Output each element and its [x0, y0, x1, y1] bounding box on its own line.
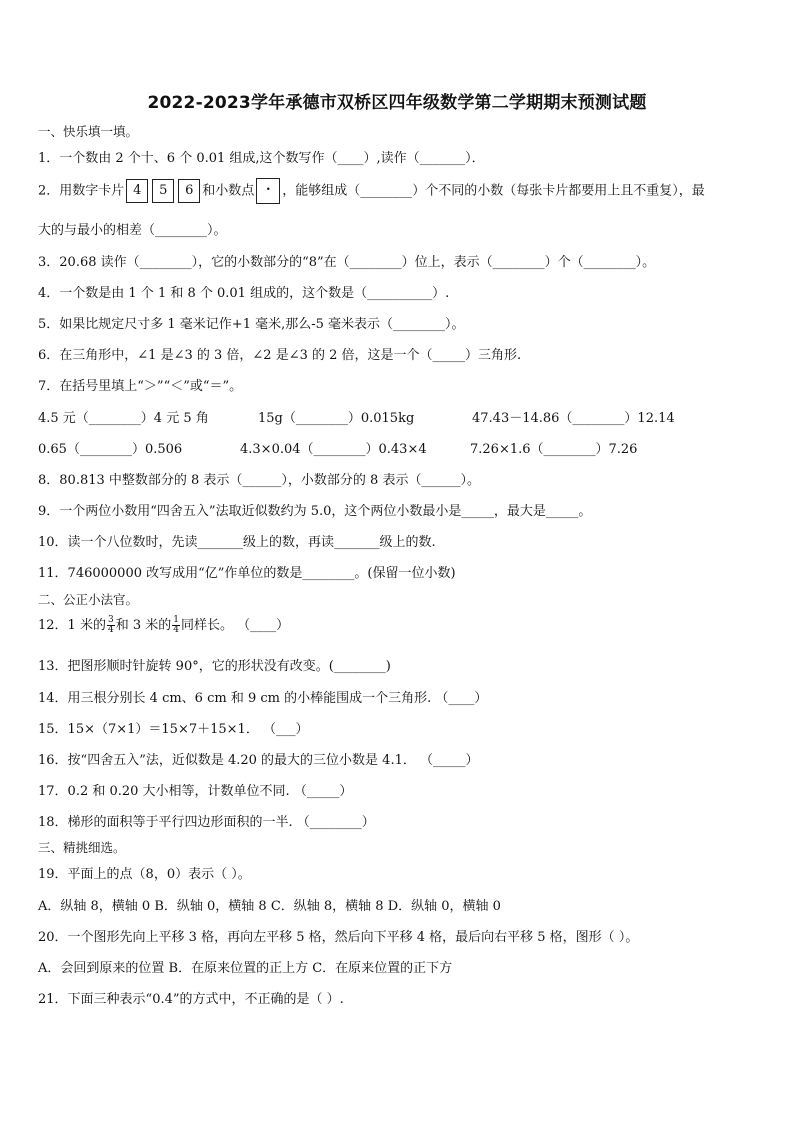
section-heading-judge: 二、公正小法官。 — [38, 592, 139, 607]
question-12-middle: 和 3 米的 — [115, 618, 172, 633]
digit-card-4: 4 — [126, 179, 148, 203]
question-12-prefix: 12．1 米的 — [38, 618, 106, 633]
digit-card-6: 6 — [178, 179, 200, 203]
q7-item-3: 47.43－14.86（________）12.14 — [472, 411, 675, 426]
question-2-prefix: 2．用数字卡片 — [38, 183, 125, 199]
fraction-denominator: 4 — [107, 625, 114, 635]
fraction-denominator: 4 — [173, 625, 179, 635]
question-11: 11．746000000 改写成用“亿”作单位的数是________。(保留一位小数) — [38, 566, 456, 581]
question-12 — [38, 614, 289, 635]
question-17: 17．0.2 和 0.20 大小相等，计数单位不同. （_____） — [38, 784, 353, 799]
question-2-line2: 大的与最小的相差（________）。 — [38, 223, 227, 238]
q7-item-6: 7.26×1.6（________）7.26 — [470, 442, 638, 457]
q7-item-4: 0.65（________）0.506 — [38, 442, 183, 457]
question-2 — [38, 178, 705, 204]
question-2-suffix: ，能够组成（________）个不同的小数（每张卡片都要用上且不重复），最 — [282, 183, 705, 199]
q7-item-2: 15g（________）0.015kg — [258, 411, 415, 426]
question-3: 3．20.68 读作（________），它的小数部分的“8”在（________）位上，表示（________）个（________）。 — [38, 255, 656, 270]
section-heading-choice: 三、精挑细选。 — [38, 840, 126, 855]
question-8: 8．80.813 中整数部分的 8 表示（______），小数部分的 8 表示（______）。 — [38, 473, 480, 488]
question-12-suffix: 同样长。 （____） — [180, 618, 290, 633]
question-18: 18．梯形的面积等于平行四边形面积的一半. （________） — [38, 815, 375, 830]
question-2-middle: 和小数点 — [202, 183, 255, 199]
q7-item-5: 4.3×0.04（________）0.43×4 — [240, 442, 427, 457]
question-4: 4．一个数是由 1 个 1 和 8 个 0.01 组成的，这个数是（__________）. — [38, 286, 450, 301]
question-15: 15．15×（7×1）＝15×7＋15×1． （___） — [38, 722, 309, 737]
question-14: 14．用三根分别长 4 cm、6 cm 和 9 cm 的小棒能围成一个三角形. （____） — [38, 691, 488, 706]
question-13: 13．把图形顺时针旋转 90°，它的形状没有改变。(________) — [38, 659, 391, 674]
question-19-options: A．纵轴 8，横轴 0 B．纵轴 0，横轴 8 C．纵轴 8，横轴 8 D．纵轴 0，横轴 0 — [38, 899, 501, 914]
question-19: 19．平面上的点（8，0）表示（ ）。 — [38, 867, 251, 882]
question-7: 7．在括号里填上“＞”“＜”或“＝”。 — [38, 379, 243, 394]
q7-item-1: 4.5 元（________）4 元 5 角 — [38, 411, 209, 426]
question-20-options: A．会回到原来的位置 B．在原来位置的正上方 C．在原来位置的正下方 — [38, 961, 453, 976]
fraction-numerator: 1 — [173, 615, 179, 625]
decimal-point-card: . — [256, 178, 280, 204]
fraction-three-quarters — [107, 616, 115, 635]
fraction-one-quarter — [172, 616, 180, 635]
question-6: 6．在三角形中，∠1 是∠3 的 3 倍，∠2 是∠3 的 2 倍，这是一个（_____）三角形. — [38, 348, 522, 363]
page-title: 2022-2023学年承德市双桥区四年级数学第二学期期末预测试题 — [147, 93, 647, 113]
question-20: 20．一个图形先向上平移 3 格，再向左平移 5 格，然后向下平移 4 格，最后向右平移 5 格，图形（ ）。 — [38, 930, 639, 945]
section-heading-fill: 一、快乐填一填。 — [38, 124, 139, 139]
question-5: 5．如果比规定尺寸多 1 毫米记作+1 毫米,那么-5 毫米表示（________）。 — [38, 317, 465, 332]
question-21: 21．下面三种表示“0.4”的方式中，不正确的是（ ）. — [38, 992, 344, 1007]
digit-card-5: 5 — [152, 179, 174, 203]
question-1: 1．一个数由 2 个十、6 个 0.01 组成,这个数写作（____）,读作（_______）． — [38, 151, 485, 166]
question-16: 16．按“四舍五入”法，近似数是 4.20 的最大的三位小数是 4.1． （_____） — [38, 753, 479, 768]
question-10: 10．读一个八位数时，先读_______级上的数，再读_______级上的数. — [38, 535, 436, 550]
question-9: 9．一个两位小数用“四舍五入”法取近似数约为 5.0，这个两位小数最小是_____，最大是_____。 — [38, 504, 592, 519]
fraction-numerator: 3 — [107, 615, 114, 625]
